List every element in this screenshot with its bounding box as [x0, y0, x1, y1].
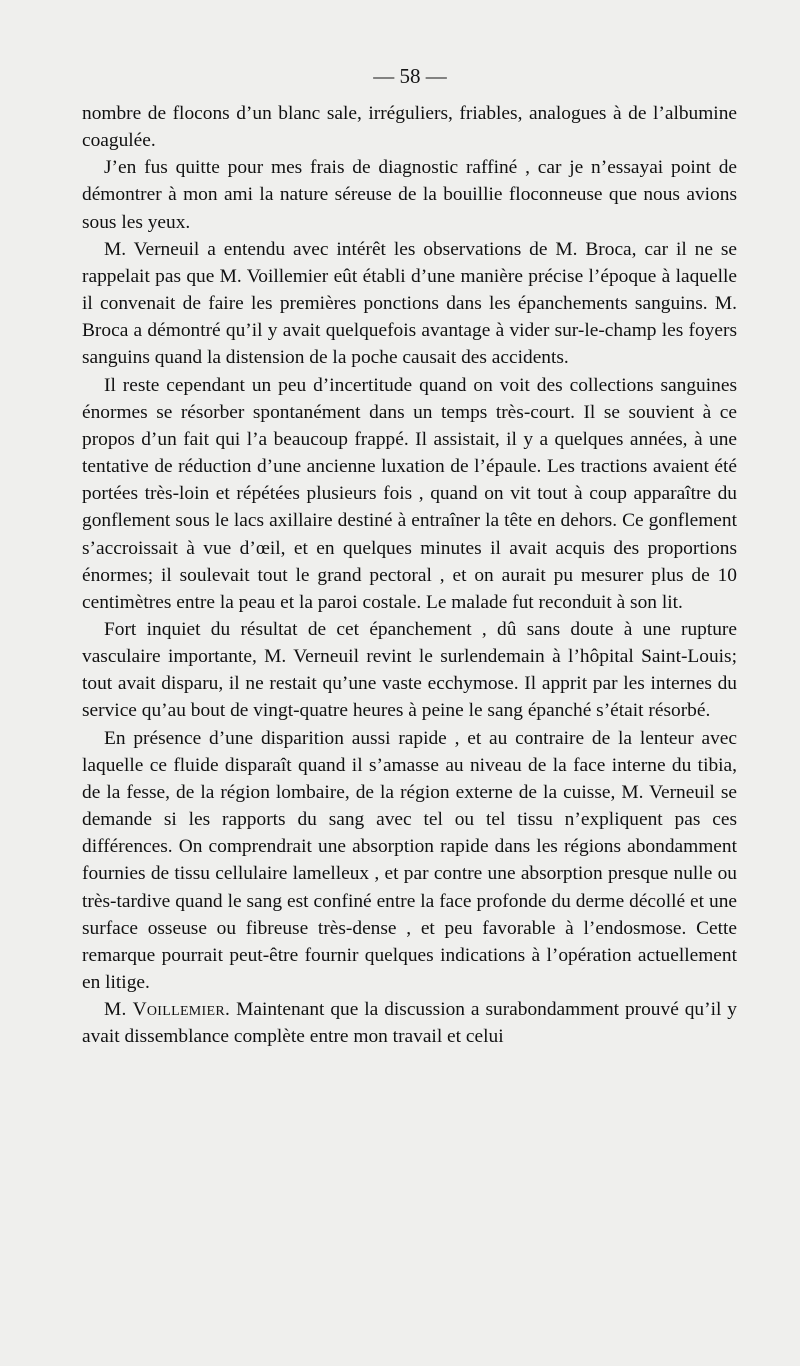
paragraph-2: J’en fus quitte pour mes frais de diagnostic raffiné , car je n’essayai point de démontrer à mon ami la nature séreuse de la bouillie floconneuse que nous avions sous les yeux. — [82, 157, 737, 233]
body-text — [82, 100, 737, 1050]
paragraph-3: M. Verneuil a entendu avec intérêt les observations de M. Broca, car il ne se rappelait pas que M. Voillemier eût établi d’une manière précise l’époque à laquelle il convenait de faire les premières ponctions dans les épanchements sanguins. M. Broca a démontré qu’il y avait quelquefois avantage à vider sur-le-champ les foyers sanguins quand la distension de la poche causait des accidents. — [82, 238, 737, 369]
page-number: — 58 — — [373, 64, 447, 88]
speaker-name: M. Voillemier. — [104, 999, 231, 1021]
paragraph-5: Fort inquiet du résultat de cet épanchement , dû sans doute à une rupture vasculaire importante, M. Verneuil revint le surlendemain à l’hôpital Saint-Louis; tout avait disparu, il ne restait qu’une vaste ecchymose. Il apprit par les internes du service qu’au bout de vingt-quatre heures à peine le sang épanché s’était résorbé. — [82, 618, 737, 722]
paragraph-7-text: Maintenant que la discussion a surabondamment prouvé qu’il y avait dissemblance complète entre mon travail et celui — [82, 999, 737, 1048]
paragraph-6: En présence d’une disparition aussi rapide , et au contraire de la lenteur avec laquelle ce fluide disparaît quand il s’amasse au niveau de la face interne du tibia, de la fesse, de la région lombaire, de la région externe de la cuisse, M. Verneuil se demande si les rapports du sang avec tel ou tel tissu n’expliquent pas ces différences. On comprendrait une absorption rapide dans les régions abondamment fournies de tissu cellulaire lamelleux , et par contre une absorption presque nulle ou très-tardive quand le sang est confiné entre la face profonde du derme décollé et une surface osseuse ou fibreuse très-dense , et peu favorable à l’endosmose. Cette remarque pourrait peut-être fournir quelques indications à l’opération actuellement en litige. — [82, 727, 737, 993]
paragraph-7 — [82, 996, 737, 1050]
paragraph-4: Il reste cependant un peu d’incertitude quand on voit des collections sanguines énormes se résorber spontanément dans un temps très-court. Il se souvient à ce propos d’un fait qui l’a beaucoup frappé. Il assistait, il y a quelques années, à une tentative de réduction d’une ancienne luxation de l’épaule. Les tractions avaient été portées très-loin et répétées plusieurs fois , quand on vit tout à coup apparaître du gonflement sous le lacs axillaire destiné à entraîner la tête en dehors. Ce gonflement s’accroissait à vue d’œil, et en quelques minutes il avait acquis des proportions énormes; il soulevait tout le grand pectoral , et on aurait pu mesurer plus de 10 centimètres entre la peau et la paroi costale. Le malade fut reconduit à son lit. — [82, 374, 737, 613]
paragraph-1: nombre de flocons d’un blanc sale, irréguliers, friables, analogues à de l’albumine coagulée. — [82, 103, 737, 152]
